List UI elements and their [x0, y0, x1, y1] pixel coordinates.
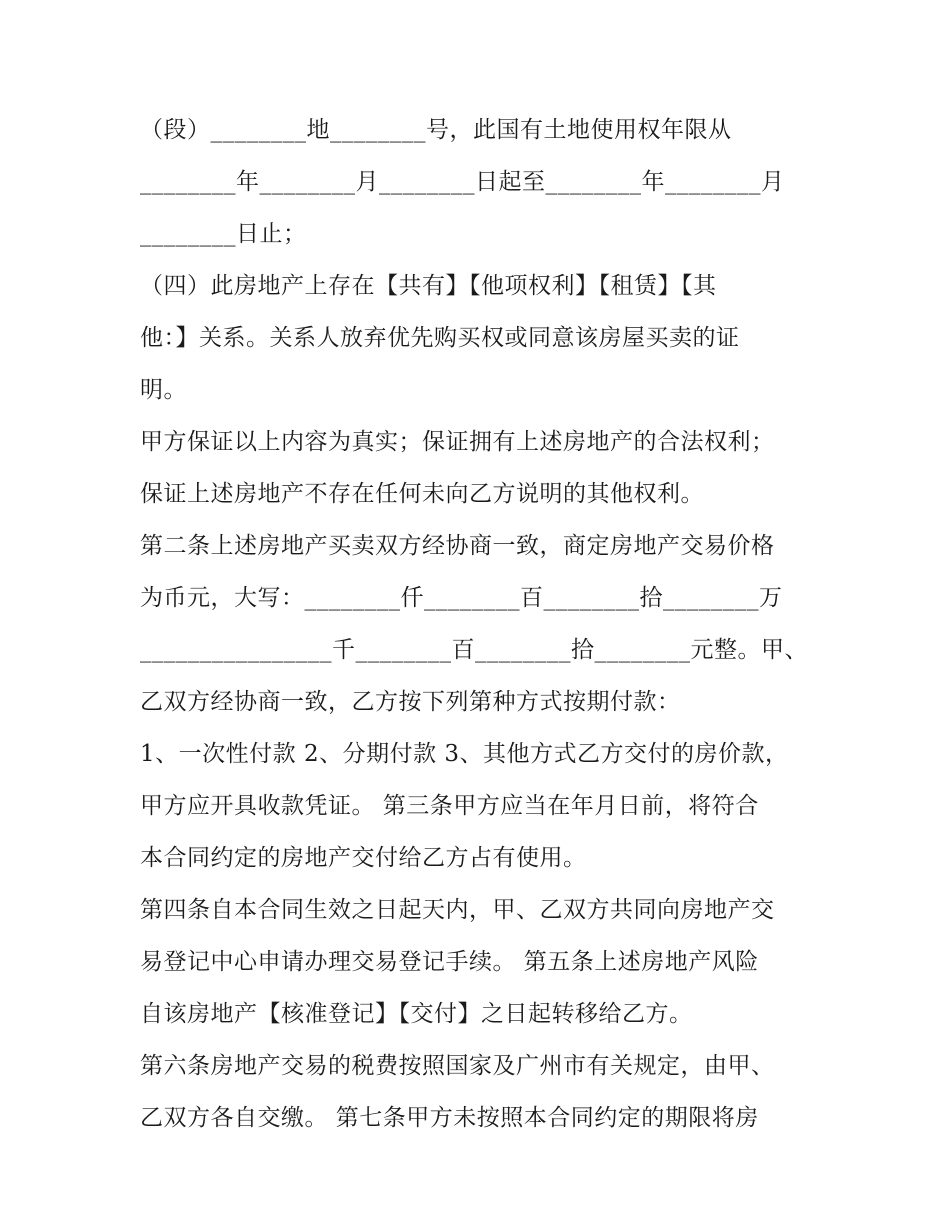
text-line-6: 明。	[140, 377, 187, 403]
contract-text	[140, 104, 820, 1144]
text-line-11: ________________千________百________拾________元整。甲、	[140, 637, 808, 663]
text-line-10: 为币元，大写：________仟________百________拾________万	[140, 585, 783, 611]
text-line-5: 他：】关系。关系人放弃优先购买权或同意该房屋买卖的证	[140, 325, 740, 351]
text-line-7: 甲方保证以上内容为真实；保证拥有上述房地产的合法权利；	[140, 429, 775, 455]
text-line-18: 自该房地产【核准登记】【交付】之日起转移给乙方。	[140, 1001, 693, 1027]
text-line-3: ________日止；	[140, 221, 307, 247]
text-line-2: ________年________月________日起至________年________月	[140, 169, 785, 195]
text-line-13: 1、一次性付款 2、分期付款 3、其他方式乙方交付的房价款，	[140, 741, 789, 767]
text-line-12: 乙双方经协商一致，乙方按下列第种方式按期付款：	[140, 689, 681, 715]
text-line-17: 易登记中心申请办理交易登记手续。 第五条上述房地产风险	[140, 949, 759, 975]
text-line-1: （段）________地________号，此国有土地使用权年限从	[140, 117, 732, 143]
text-line-16: 第四条自本合同生效之日起天内，甲、乙双方共同向房地产交	[140, 897, 775, 923]
text-line-9: 第二条上述房地产买卖双方经协商一致，商定房地产交易价格	[140, 533, 775, 559]
text-line-4: （四）此房地产上存在【共有】【他项权利】【租赁】【其	[140, 273, 717, 299]
text-line-19: 第六条房地产交易的税费按照国家及广州市有关规定，由甲、	[140, 1053, 775, 1079]
text-line-8: 保证上述房地产不存在任何未向乙方说明的其他权利。	[140, 481, 704, 507]
text-line-20: 乙双方各自交缴。 第七条甲方未按照本合同约定的期限将房	[140, 1105, 759, 1131]
text-line-15: 本合同约定的房地产交付给乙方占有使用。	[140, 845, 587, 871]
text-line-14: 甲方应开具收款凭证。 第三条甲方应当在年月日前，将符合	[140, 793, 759, 819]
